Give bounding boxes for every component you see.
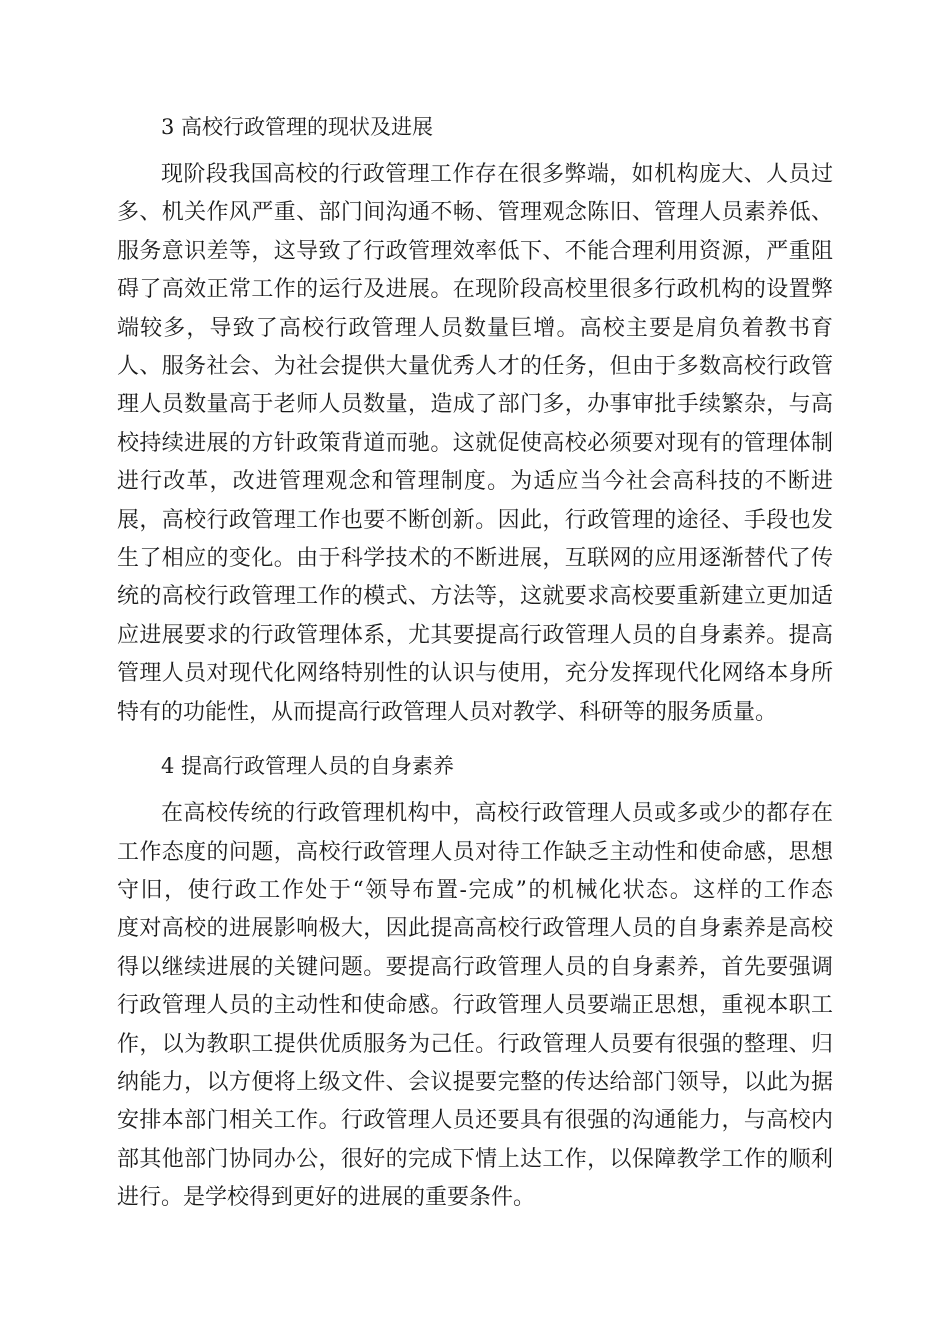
document-page — [117, 108, 833, 1218]
section-3-paragraph — [117, 156, 833, 732]
paragraph-line: 在高校传统的行政管理机构中，高校行政管理人员或多或少的都存在 — [161, 801, 833, 827]
paragraph-line: 统的高校行政管理工作的模式、方法等，这就要求高校要重新建立更加适 — [117, 584, 833, 610]
paragraph-line: 应进展要求的行政管理体系，尤其要提高行政管理人员的自身素养。提高 — [117, 622, 833, 648]
paragraph-line: 生了相应的变化。由于科学技术的不断进展，互联网的应用逐渐替代了传 — [117, 546, 833, 572]
section-4-paragraph — [117, 795, 833, 1217]
paragraph-line: 安排本部门相关工作。行政管理人员还要具有很强的沟通能力，与高校内 — [117, 1108, 833, 1134]
paragraph-line: 碍了高效正常工作的运行及进展。在现阶段高校里很多行政机构的设置弊 — [117, 277, 833, 303]
section-3-heading: 3 高校行政管理的现状及进展 — [161, 115, 434, 139]
paragraph-line: 校持续进展的方针政策背道而驰。这就促使高校必须要对现有的管理体制 — [117, 430, 833, 456]
paragraph-line: 度对高校的进展影响极大，因此提高高校行政管理人员的自身素养是高校 — [117, 916, 833, 942]
paragraph-line: 作，以为教职工提供优质服务为己任。行政管理人员要有很强的整理、归 — [117, 1031, 833, 1057]
paragraph-line: 进行改革，改进管理观念和管理制度。为适应当今社会高科技的不断进 — [117, 469, 833, 495]
paragraph-line: 端较多，导致了高校行政管理人员数量巨增。高校主要是肩负着教书育 — [117, 315, 833, 341]
paragraph-line: 进行。是学校得到更好的进展的重要条件。 — [117, 1185, 536, 1211]
paragraph-line: 得以继续进展的关键问题。要提高行政管理人员的自身素养，首先要强调 — [117, 954, 833, 980]
section-4-heading: 4 提高行政管理人员的自身素养 — [161, 754, 455, 779]
paragraph-line: 行政管理人员的主动性和使命感。行政管理人员要端正思想，重视本职工 — [117, 993, 833, 1019]
paragraph-line: 展，高校行政管理工作也要不断创新。因此，行政管理的途径、手段也发 — [117, 507, 833, 533]
paragraph-line: 现阶段我国高校的行政管理工作存在很多弊端，如机构庞大、人员过 — [161, 162, 833, 187]
paragraph-line: 服务意识差等，这导致了行政管理效率低下、不能合理利用资源，严重阻 — [117, 238, 833, 264]
paragraph-line: 纳能力，以方便将上级文件、会议提要完整的传达给部门领导，以此为据 — [117, 1069, 833, 1095]
paragraph-line: 人、服务社会、为社会提供大量优秀人才的任务，但由于多数高校行政管 — [117, 354, 833, 380]
paragraph-line: 多、机关作风严重、部门间沟通不畅、管理观念陈旧、管理人员素养低、 — [117, 200, 833, 226]
paragraph-line: 守旧，使行政工作处于“领导布置-完成”的机械化状态。这样的工作态 — [117, 877, 833, 903]
paragraph-line: 管理人员对现代化网络特别性的认识与使用，充分发挥现代化网络本身所 — [117, 661, 833, 687]
paragraph-line: 工作态度的问题，高校行政管理人员对待工作缺乏主动性和使命感，思想 — [117, 839, 833, 865]
paragraph-line: 特有的功能性，从而提高行政管理人员对教学、科研等的服务质量。 — [117, 699, 778, 725]
paragraph-line: 理人员数量高于老师人员数量，造成了部门多，办事审批手续繁杂，与高 — [117, 392, 833, 418]
paragraph-line: 部其他部门协同办公，很好的完成下情上达工作，以保障教学工作的顺利 — [117, 1146, 833, 1172]
